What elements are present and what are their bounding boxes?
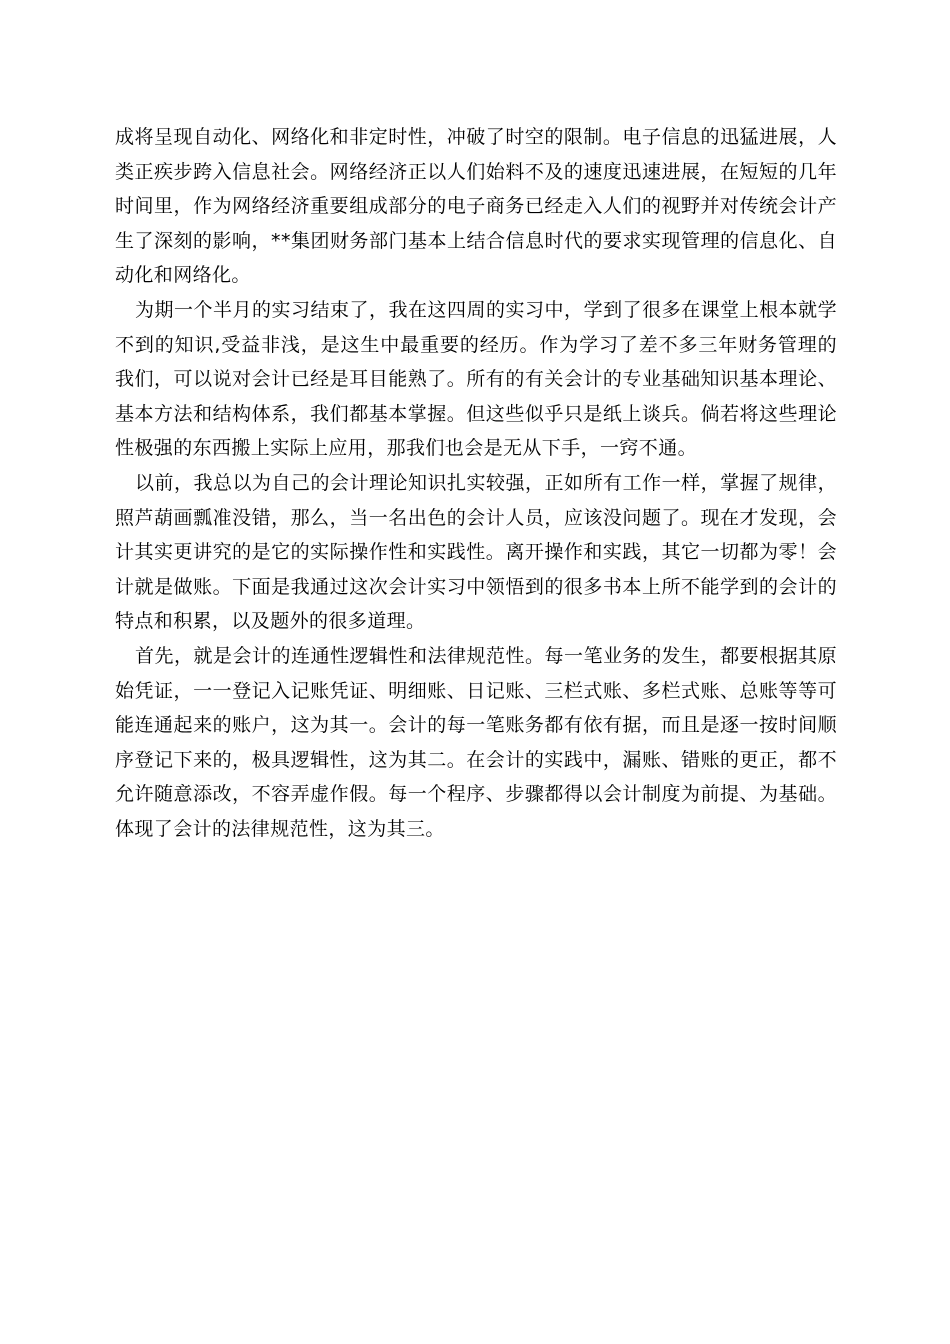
paragraph-accounting-practice: 以前，我总以为自己的会计理论知识扎实较强，正如所有工作一样，掌握了规律，照芦葫画瓢准没错，那么，当一名出色的会计人员，应该没问题了。现在才发现，会计其实更讲究的是它的实际操作性和实践性。离开操作和实践，其它一切都为零！会计就是做账。下面是我通过这次会计实习中领悟到的很多书本上所不能学到的会计的特点和积累，以及题外的很多道理。	[115, 471, 837, 633]
paragraph-accounting-characteristics: 首先，就是会计的连通性逻辑性和法律规范性。每一笔业务的发生，都要根据其原始凭证，一一登记入记账凭证、明细账、日记账、三栏式账、多栏式账、总账等等可能连通起来的账户，这为其一。会计的每一笔账务都有依有据，而且是逐一按时间顺序登记下来的，极具逻辑性，这为其二。在会计的实践中，漏账、错账的更正，都不允许随意添改，不容弄虚作假。每一个程序、步骤都得以会计制度为前提、为基础。体现了会计的法律规范性，这为其三。	[115, 644, 837, 840]
document-body	[115, 120, 837, 846]
paragraph-internship-summary: 为期一个半月的实习结束了，我在这四周的实习中，学到了很多在课堂上根本就学不到的知识,受益非浅，是这生中最重要的经历。作为学习了差不多三年财务管理的我们，可以说对会计已经是耳目能熟了。所有的有关会计的专业基础知识基本理论、基本方法和结构体系，我们都基本掌握。但这些似乎只是纸上谈兵。倘若将这些理论性极强的东西搬上实际上应用，那我们也会是无从下手，一窍不通。	[115, 298, 837, 460]
paragraph-continuation: 成将呈现自动化、网络化和非定时性，冲破了时空的限制。电子信息的迅猛进展，人类正疾步跨入信息社会。网络经济正以人们始料不及的速度迅速进展，在短短的几年时间里，作为网络经济重要组成部分的电子商务已经走入人们的视野并对传统会计产生了深刻的影响，**集团财务部门基本上结合信息时代的要求实现管理的信息化、自动化和网络化。	[115, 126, 837, 287]
